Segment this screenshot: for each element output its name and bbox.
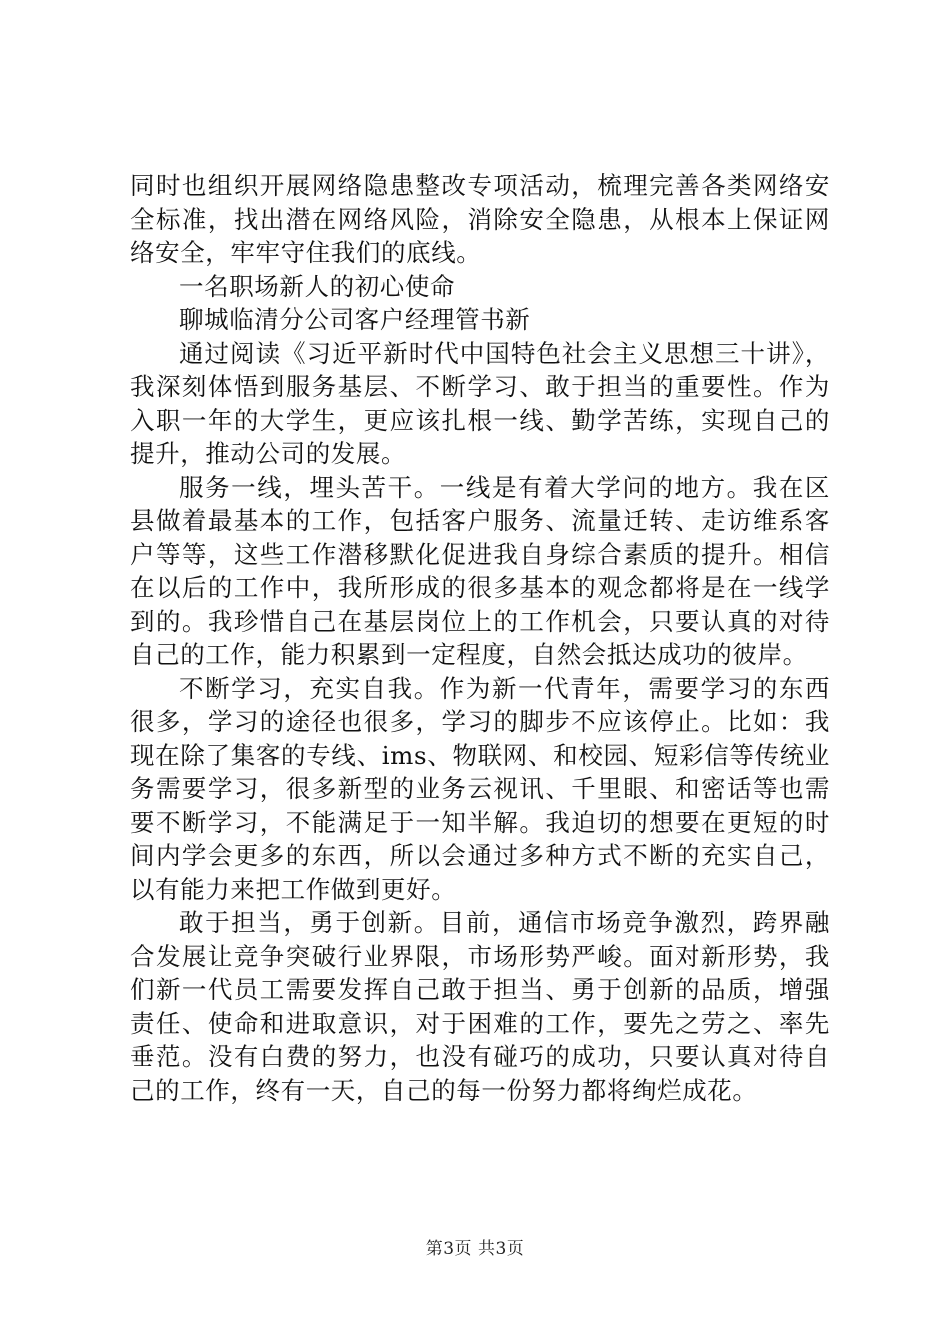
paragraph-take-responsibility: 敢于担当，勇于创新。目前，通信市场竞争激烈，跨界融合发展让竞争突破行业界限，市场形势严峻。面对新形势，我们新一代员工需要发挥自己敢于担当、勇于创新的品质，增强责任、使命和进取意识，对于困难的工作，要先之劳之、率先垂范。没有白费的努力，也没有碰巧的成功，只要认真对待自己的工作，终有一天，自己的每一份努力都将绚烂成花。 <box>130 908 830 1105</box>
paragraph-continuation: 同时也组织开展网络隐患整改专项活动，梳理完善各类网络安全标准，找出潜在网络风险，消除安全隐患，从根本上保证网络安全，牢牢守住我们的底线。 <box>130 171 830 267</box>
section-title: 一名职场新人的初心使命 <box>179 271 456 301</box>
paragraph-keep-learning: 不断学习，充实自我。作为新一代青年，需要学习的东西很多，学习的途径也很多，学习的脚步不应该停止。比如：我现在除了集客的专线、ims、物联网、和校园、短彩信等传统业务需要学习，很多新型的业务云视讯、千里眼、和密话等也需要不断学习，不能满足于一知半解。我迫切的想要在更短的时间内学会更多的东西，所以会通过多种方式不断的充实自己，以有能力来把工作做到更好。 <box>130 673 830 904</box>
author-line: 聊城临清分公司客户经理管书新 <box>179 305 531 334</box>
document-body <box>130 169 830 1107</box>
page-footer <box>0 1238 950 1260</box>
paragraph-intro: 通过阅读《习近平新时代中国特色社会主义思想三十讲》，我深刻体悟到服务基层、不断学习、敢于担当的重要性。作为入职一年的大学生，更应该扎根一线、勤学苦练，实现自己的提升，推动公司的发展。 <box>130 338 830 468</box>
page-number-indicator: 第3页 共3页 <box>425 1239 525 1259</box>
paragraph-serve-frontline: 服务一线，埋头苦干。一线是有着大学问的地方。我在区县做着最基本的工作，包括客户服务、流量迁转、走访维系客户等等，这些工作潜移默化促进我自身综合素质的提升。相信在以后的工作中，我所形成的很多基本的观念都将是在一线学到的。我珍惜自己在基层岗位上的工作机会，只要认真的对待自己的工作，能力积累到一定程度，自然会抵达成功的彼岸。 <box>130 472 830 669</box>
